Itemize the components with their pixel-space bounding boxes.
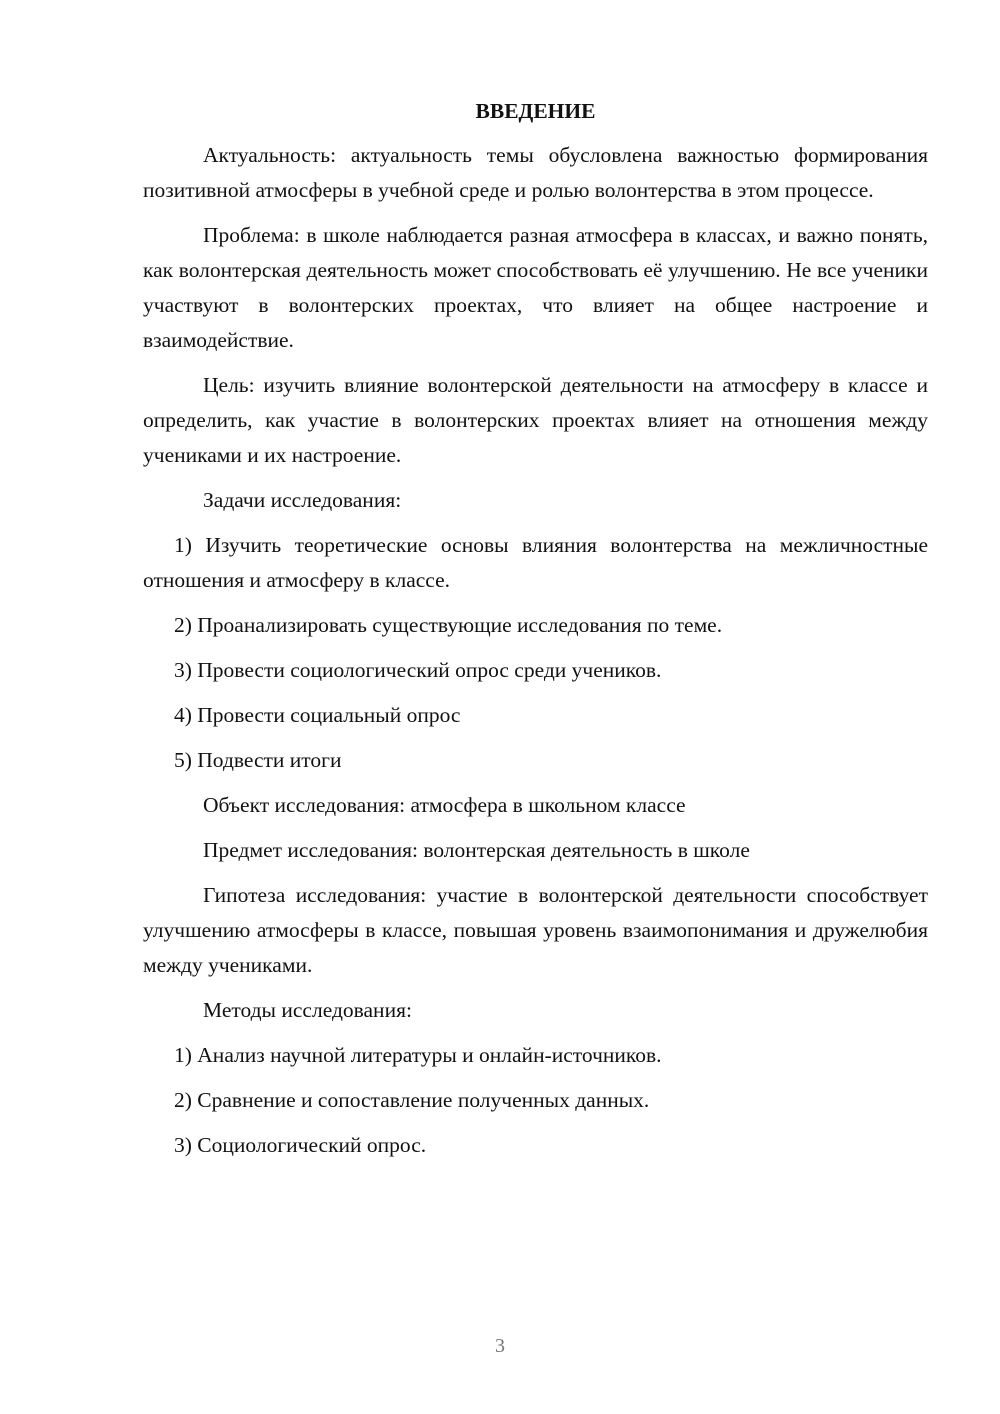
problem-paragraph: Проблема: в школе наблюдается разная атмосфера в классах, и важно понять, как волонтерская деятельность может способствовать её улучшению. Не все ученики участвуют в волонтерских проектах, что влияет на общее настроение и взаимодействие.	[143, 223, 928, 352]
method-item-1: 1) Анализ научной литературы и онлайн-источников.	[174, 1043, 662, 1067]
task-item-5: 5) Подвести итоги	[174, 748, 342, 772]
method-item-3: 3) Социологический опрос.	[174, 1133, 427, 1157]
relevance-paragraph: Актуальность: актуальность темы обусловлена важностью формирования позитивной атмосферы в учебной среде и ролью волонтерства в этом процессе.	[143, 143, 928, 202]
task-item-3: 3) Провести социологический опрос среди учеников.	[174, 658, 662, 682]
page-content	[143, 94, 928, 1173]
hypothesis-paragraph: Гипотеза исследования: участие в волонтерской деятельности способствует улучшению атмосферы в классе, повышая уровень взаимопонимания и дружелюбия между учениками.	[143, 883, 928, 977]
method-item-2: 2) Сравнение и сопоставление полученных данных.	[174, 1088, 650, 1112]
methods-heading: Методы исследования:	[203, 998, 412, 1022]
object-line: Объект исследования: атмосфера в школьном классе	[203, 793, 686, 817]
tasks-heading: Задачи исследования:	[203, 488, 402, 512]
subject-line: Предмет исследования: волонтерская деятельность в школе	[203, 838, 750, 862]
goal-paragraph: Цель: изучить влияние волонтерской деятельности на атмосферу в классе и определить, как участие в волонтерских проектах влияет на отношения между учениками и их настроение.	[143, 373, 928, 467]
task-item-4: 4) Провести социальный опрос	[174, 703, 461, 727]
task-item-1: 1) Изучить теоретические основы влияния волонтерства на межличностные отношения и атмосферу в классе.	[143, 533, 928, 592]
page-number: 3	[495, 1335, 505, 1357]
task-item-2: 2) Проанализировать существующие исследования по теме.	[174, 613, 723, 637]
section-title: ВВЕДЕНИЕ	[475, 99, 596, 123]
